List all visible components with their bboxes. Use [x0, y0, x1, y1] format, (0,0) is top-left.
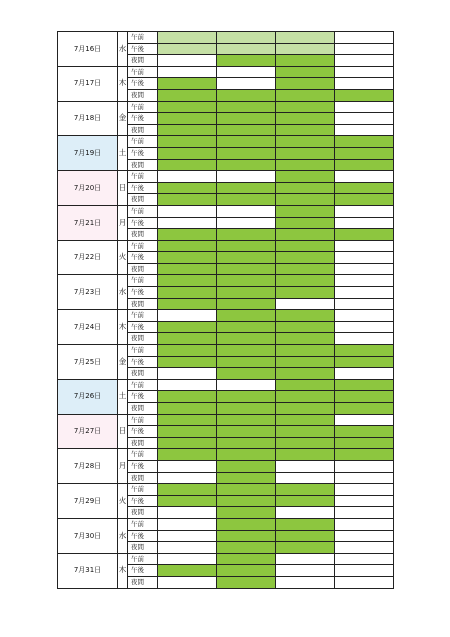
availability-cell[interactable] — [335, 460, 394, 472]
period-label: 夜間 — [128, 437, 158, 449]
availability-cell[interactable] — [217, 78, 276, 90]
availability-cell[interactable] — [335, 565, 394, 577]
availability-cell[interactable] — [276, 426, 335, 438]
availability-cell[interactable] — [335, 159, 394, 171]
availability-cell[interactable] — [276, 310, 335, 322]
availability-cell[interactable] — [276, 576, 335, 588]
availability-cell[interactable] — [158, 379, 217, 391]
weekday-cell: 土 — [118, 379, 128, 414]
availability-cell[interactable] — [158, 43, 217, 55]
availability-cell[interactable] — [276, 287, 335, 299]
period-label: 午後 — [128, 530, 158, 542]
availability-cell[interactable] — [217, 32, 276, 44]
availability-cell[interactable] — [276, 484, 335, 496]
schedule-table — [57, 31, 394, 589]
availability-cell[interactable] — [335, 414, 394, 426]
availability-cell[interactable] — [276, 542, 335, 554]
availability-cell[interactable] — [158, 356, 217, 368]
availability-cell[interactable] — [158, 32, 217, 44]
availability-cell[interactable] — [335, 182, 394, 194]
availability-cell[interactable] — [158, 345, 217, 357]
availability-cell[interactable] — [217, 182, 276, 194]
availability-cell[interactable] — [158, 89, 217, 101]
availability-cell[interactable] — [335, 240, 394, 252]
availability-cell[interactable] — [276, 530, 335, 542]
availability-cell[interactable] — [158, 484, 217, 496]
period-label: 午前 — [128, 553, 158, 565]
availability-cell[interactable] — [217, 171, 276, 183]
period-label: 午後 — [128, 182, 158, 194]
period-label: 夜間 — [128, 263, 158, 275]
availability-cell[interactable] — [217, 565, 276, 577]
availability-cell[interactable] — [217, 542, 276, 554]
period-label: 夜間 — [128, 194, 158, 206]
availability-cell[interactable] — [276, 205, 335, 217]
schedule-row — [58, 171, 394, 183]
availability-cell[interactable] — [217, 275, 276, 287]
period-label: 午前 — [128, 205, 158, 217]
availability-cell[interactable] — [335, 345, 394, 357]
availability-cell[interactable] — [276, 414, 335, 426]
availability-cell[interactable] — [335, 391, 394, 403]
availability-cell[interactable] — [335, 124, 394, 136]
availability-cell[interactable] — [335, 484, 394, 496]
availability-cell[interactable] — [335, 229, 394, 241]
period-label: 午後 — [128, 391, 158, 403]
availability-cell[interactable] — [217, 124, 276, 136]
availability-cell[interactable] — [335, 426, 394, 438]
schedule-row — [58, 240, 394, 252]
availability-cell[interactable] — [335, 507, 394, 519]
availability-cell[interactable] — [276, 252, 335, 264]
period-label: 夜間 — [128, 507, 158, 519]
schedule-row — [58, 345, 394, 357]
availability-cell[interactable] — [158, 159, 217, 171]
availability-cell[interactable] — [276, 437, 335, 449]
period-label: 夜間 — [128, 576, 158, 588]
availability-cell[interactable] — [158, 66, 217, 78]
availability-cell[interactable] — [276, 321, 335, 333]
availability-cell[interactable] — [276, 78, 335, 90]
availability-cell[interactable] — [158, 113, 217, 125]
period-label: 午前 — [128, 171, 158, 183]
weekday-cell: 日 — [118, 414, 128, 449]
period-label: 夜間 — [128, 368, 158, 380]
availability-cell[interactable] — [217, 553, 276, 565]
availability-cell[interactable] — [335, 205, 394, 217]
availability-cell[interactable] — [158, 368, 217, 380]
availability-cell[interactable] — [276, 240, 335, 252]
date-cell: 7月19日 — [58, 136, 118, 171]
period-label: 夜間 — [128, 159, 158, 171]
schedule-row — [58, 484, 394, 496]
schedule-row — [58, 518, 394, 530]
period-label: 午後 — [128, 460, 158, 472]
period-label: 午後 — [128, 321, 158, 333]
period-label: 夜間 — [128, 298, 158, 310]
weekday-cell: 金 — [118, 345, 128, 380]
availability-cell[interactable] — [217, 426, 276, 438]
date-cell: 7月31日 — [58, 553, 118, 588]
weekday-cell: 月 — [118, 449, 128, 484]
schedule-row — [58, 136, 394, 148]
period-label: 午後 — [128, 495, 158, 507]
schedule-row — [58, 66, 394, 78]
availability-cell[interactable] — [158, 287, 217, 299]
availability-cell[interactable] — [335, 310, 394, 322]
date-cell: 7月28日 — [58, 449, 118, 484]
availability-cell[interactable] — [335, 89, 394, 101]
availability-cell[interactable] — [276, 89, 335, 101]
availability-cell[interactable] — [335, 495, 394, 507]
schedule-row — [58, 553, 394, 565]
availability-cell[interactable] — [158, 542, 217, 554]
period-label: 夜間 — [128, 55, 158, 67]
availability-cell[interactable] — [217, 66, 276, 78]
availability-cell[interactable] — [217, 194, 276, 206]
availability-cell[interactable] — [217, 403, 276, 415]
availability-cell[interactable] — [158, 136, 217, 148]
availability-cell[interactable] — [276, 565, 335, 577]
availability-cell[interactable] — [335, 542, 394, 554]
period-label: 午後 — [128, 217, 158, 229]
availability-cell[interactable] — [276, 113, 335, 125]
availability-cell[interactable] — [217, 101, 276, 113]
availability-cell[interactable] — [335, 321, 394, 333]
availability-cell[interactable] — [335, 333, 394, 345]
availability-cell[interactable] — [276, 55, 335, 67]
availability-cell[interactable] — [158, 252, 217, 264]
availability-cell[interactable] — [158, 530, 217, 542]
date-cell: 7月22日 — [58, 240, 118, 275]
availability-cell[interactable] — [335, 113, 394, 125]
availability-cell[interactable] — [217, 113, 276, 125]
availability-cell[interactable] — [217, 321, 276, 333]
availability-cell[interactable] — [158, 403, 217, 415]
availability-cell[interactable] — [217, 379, 276, 391]
availability-cell[interactable] — [276, 379, 335, 391]
date-cell: 7月18日 — [58, 101, 118, 136]
availability-cell[interactable] — [335, 530, 394, 542]
availability-cell[interactable] — [217, 507, 276, 519]
availability-cell[interactable] — [217, 240, 276, 252]
schedule-row — [58, 32, 394, 44]
schedule-row — [58, 101, 394, 113]
availability-cell[interactable] — [335, 194, 394, 206]
period-label: 午前 — [128, 275, 158, 287]
availability-cell[interactable] — [335, 66, 394, 78]
availability-cell[interactable] — [276, 66, 335, 78]
period-label: 午前 — [128, 32, 158, 44]
availability-cell[interactable] — [158, 507, 217, 519]
availability-cell[interactable] — [158, 298, 217, 310]
period-label: 午後 — [128, 356, 158, 368]
period-label: 夜間 — [128, 333, 158, 345]
period-label: 夜間 — [128, 124, 158, 136]
period-label: 午前 — [128, 379, 158, 391]
availability-cell[interactable] — [276, 553, 335, 565]
availability-cell[interactable] — [217, 495, 276, 507]
availability-cell[interactable] — [335, 379, 394, 391]
availability-cell[interactable] — [158, 229, 217, 241]
availability-cell[interactable] — [158, 101, 217, 113]
weekday-cell: 火 — [118, 484, 128, 519]
availability-cell[interactable] — [158, 333, 217, 345]
availability-cell[interactable] — [158, 147, 217, 159]
availability-cell[interactable] — [276, 495, 335, 507]
period-label: 午前 — [128, 101, 158, 113]
availability-cell[interactable] — [335, 287, 394, 299]
date-cell: 7月25日 — [58, 345, 118, 380]
availability-cell[interactable] — [158, 171, 217, 183]
date-cell: 7月17日 — [58, 66, 118, 101]
availability-cell[interactable] — [158, 553, 217, 565]
availability-cell[interactable] — [217, 345, 276, 357]
weekday-cell: 土 — [118, 136, 128, 171]
availability-cell[interactable] — [335, 449, 394, 461]
period-label: 午後 — [128, 113, 158, 125]
weekday-cell: 木 — [118, 310, 128, 345]
date-cell: 7月23日 — [58, 275, 118, 310]
availability-cell[interactable] — [335, 147, 394, 159]
weekday-cell: 火 — [118, 240, 128, 275]
availability-cell[interactable] — [276, 507, 335, 519]
period-label: 夜間 — [128, 472, 158, 484]
period-label: 午後 — [128, 565, 158, 577]
availability-cell[interactable] — [335, 437, 394, 449]
availability-cell[interactable] — [276, 32, 335, 44]
period-label: 午前 — [128, 310, 158, 322]
availability-cell[interactable] — [276, 171, 335, 183]
period-label: 夜間 — [128, 542, 158, 554]
availability-cell[interactable] — [335, 472, 394, 484]
schedule-row — [58, 414, 394, 426]
period-label: 午前 — [128, 518, 158, 530]
date-cell: 7月29日 — [58, 484, 118, 519]
period-label: 午前 — [128, 484, 158, 496]
availability-cell[interactable] — [217, 414, 276, 426]
availability-cell[interactable] — [217, 391, 276, 403]
period-label: 夜間 — [128, 403, 158, 415]
availability-cell[interactable] — [276, 356, 335, 368]
weekday-cell: 日 — [118, 171, 128, 206]
availability-cell[interactable] — [217, 449, 276, 461]
availability-cell[interactable] — [335, 275, 394, 287]
availability-cell[interactable] — [217, 437, 276, 449]
availability-cell[interactable] — [217, 229, 276, 241]
availability-cell[interactable] — [335, 171, 394, 183]
period-label: 午前 — [128, 240, 158, 252]
schedule-body — [58, 32, 394, 589]
date-cell: 7月27日 — [58, 414, 118, 449]
period-label: 午前 — [128, 414, 158, 426]
availability-cell[interactable] — [335, 403, 394, 415]
availability-cell[interactable] — [276, 333, 335, 345]
period-label: 午前 — [128, 66, 158, 78]
availability-cell[interactable] — [276, 124, 335, 136]
availability-cell[interactable] — [276, 403, 335, 415]
availability-cell[interactable] — [276, 472, 335, 484]
availability-cell[interactable] — [158, 426, 217, 438]
availability-cell[interactable] — [158, 182, 217, 194]
availability-cell[interactable] — [276, 298, 335, 310]
availability-cell[interactable] — [158, 460, 217, 472]
period-label: 午前 — [128, 345, 158, 357]
availability-cell[interactable] — [217, 333, 276, 345]
availability-cell[interactable] — [158, 414, 217, 426]
availability-cell[interactable] — [276, 391, 335, 403]
schedule-row — [58, 275, 394, 287]
availability-cell[interactable] — [158, 78, 217, 90]
schedule-row — [58, 379, 394, 391]
weekday-cell: 水 — [118, 518, 128, 553]
period-label: 午後 — [128, 78, 158, 90]
availability-cell[interactable] — [276, 460, 335, 472]
availability-cell[interactable] — [335, 368, 394, 380]
availability-cell[interactable] — [158, 576, 217, 588]
availability-cell[interactable] — [158, 449, 217, 461]
availability-cell[interactable] — [276, 263, 335, 275]
availability-cell[interactable] — [335, 101, 394, 113]
schedule-row — [58, 310, 394, 322]
weekday-cell: 金 — [118, 101, 128, 136]
availability-cell[interactable] — [276, 217, 335, 229]
availability-cell[interactable] — [335, 263, 394, 275]
availability-cell[interactable] — [217, 484, 276, 496]
date-cell: 7月26日 — [58, 379, 118, 414]
availability-cell[interactable] — [158, 518, 217, 530]
availability-cell[interactable] — [335, 356, 394, 368]
period-label: 午前 — [128, 449, 158, 461]
availability-cell[interactable] — [276, 345, 335, 357]
date-cell: 7月16日 — [58, 32, 118, 67]
availability-cell[interactable] — [217, 136, 276, 148]
availability-cell[interactable] — [217, 518, 276, 530]
availability-cell[interactable] — [158, 495, 217, 507]
availability-cell[interactable] — [335, 252, 394, 264]
period-label: 午後 — [128, 426, 158, 438]
availability-cell[interactable] — [335, 576, 394, 588]
period-label: 午後 — [128, 43, 158, 55]
availability-cell[interactable] — [217, 356, 276, 368]
period-label: 午後 — [128, 287, 158, 299]
weekday-cell: 木 — [118, 66, 128, 101]
date-cell: 7月24日 — [58, 310, 118, 345]
availability-cell[interactable] — [335, 298, 394, 310]
availability-cell[interactable] — [276, 368, 335, 380]
availability-cell[interactable] — [158, 124, 217, 136]
availability-cell[interactable] — [217, 310, 276, 322]
weekday-cell: 水 — [118, 275, 128, 310]
availability-cell[interactable] — [158, 194, 217, 206]
date-cell: 7月21日 — [58, 205, 118, 240]
availability-cell[interactable] — [158, 472, 217, 484]
availability-cell[interactable] — [158, 217, 217, 229]
availability-cell[interactable] — [217, 530, 276, 542]
availability-cell[interactable] — [158, 55, 217, 67]
availability-cell[interactable] — [335, 78, 394, 90]
availability-cell[interactable] — [217, 368, 276, 380]
availability-cell[interactable] — [217, 576, 276, 588]
availability-cell[interactable] — [158, 565, 217, 577]
availability-cell[interactable] — [217, 55, 276, 67]
availability-cell[interactable] — [217, 298, 276, 310]
availability-cell[interactable] — [276, 43, 335, 55]
availability-cell[interactable] — [335, 43, 394, 55]
availability-cell[interactable] — [335, 217, 394, 229]
availability-cell[interactable] — [217, 147, 276, 159]
availability-cell[interactable] — [276, 275, 335, 287]
availability-cell[interactable] — [217, 159, 276, 171]
availability-cell[interactable] — [217, 205, 276, 217]
availability-cell[interactable] — [276, 136, 335, 148]
availability-cell[interactable] — [217, 217, 276, 229]
weekday-cell: 木 — [118, 553, 128, 588]
period-label: 夜間 — [128, 229, 158, 241]
availability-cell[interactable] — [276, 147, 335, 159]
availability-cell[interactable] — [276, 101, 335, 113]
availability-cell[interactable] — [335, 136, 394, 148]
schedule-row — [58, 449, 394, 461]
weekday-cell: 水 — [118, 32, 128, 67]
availability-cell[interactable] — [158, 263, 217, 275]
availability-cell[interactable] — [276, 518, 335, 530]
schedule-row — [58, 205, 394, 217]
availability-cell[interactable] — [276, 194, 335, 206]
availability-cell[interactable] — [335, 32, 394, 44]
availability-cell[interactable] — [158, 205, 217, 217]
availability-cell[interactable] — [217, 460, 276, 472]
availability-cell[interactable] — [217, 263, 276, 275]
availability-cell[interactable] — [217, 287, 276, 299]
date-cell: 7月30日 — [58, 518, 118, 553]
date-cell: 7月20日 — [58, 171, 118, 206]
availability-cell[interactable] — [276, 159, 335, 171]
availability-cell[interactable] — [217, 472, 276, 484]
availability-cell[interactable] — [335, 518, 394, 530]
availability-cell[interactable] — [217, 252, 276, 264]
availability-cell[interactable] — [217, 89, 276, 101]
period-label: 午後 — [128, 147, 158, 159]
availability-cell[interactable] — [335, 553, 394, 565]
availability-cell[interactable] — [335, 55, 394, 67]
availability-cell[interactable] — [158, 437, 217, 449]
availability-cell[interactable] — [158, 240, 217, 252]
availability-cell[interactable] — [158, 310, 217, 322]
availability-cell[interactable] — [158, 391, 217, 403]
availability-cell[interactable] — [276, 182, 335, 194]
availability-cell[interactable] — [158, 275, 217, 287]
period-label: 夜間 — [128, 89, 158, 101]
weekday-cell: 月 — [118, 205, 128, 240]
period-label: 午後 — [128, 252, 158, 264]
availability-cell[interactable] — [276, 229, 335, 241]
availability-cell[interactable] — [158, 321, 217, 333]
period-label: 午前 — [128, 136, 158, 148]
availability-cell[interactable] — [276, 449, 335, 461]
availability-cell[interactable] — [217, 43, 276, 55]
